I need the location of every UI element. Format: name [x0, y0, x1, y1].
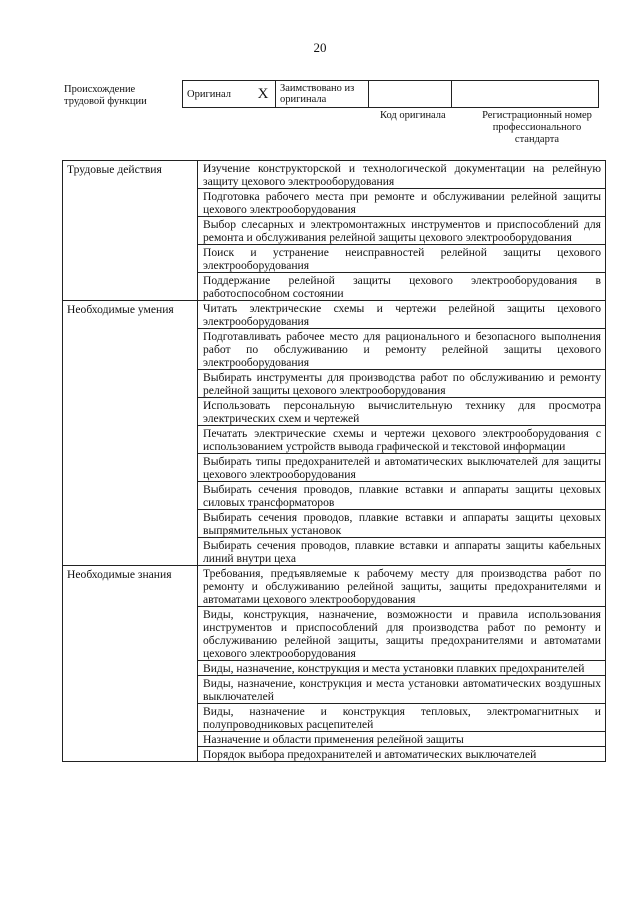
item-cell: Порядок выбора предохранителей и автоматических выключателей: [198, 747, 606, 762]
item-cell: Использовать персональную вычислительную технику для просмотра электрических схем и чертежей: [198, 398, 606, 426]
item-cell: Выбирать сечения проводов, плавкие вставки и аппараты защиты цеховых выпрямительных установок: [198, 510, 606, 538]
registration-number-caption: Регистрационный номер профессионального стандарта: [482, 110, 592, 145]
item-cell: Выбор слесарных и электромонтажных инструментов и приспособлений для ремонта и обслуживания релейной защиты цехового электрооборудования: [198, 217, 606, 245]
item-cell: Выбирать инструменты для производства работ по обслуживанию и ремонту релейной защиты цехового электрооборудования: [198, 370, 606, 398]
table-row: [63, 161, 606, 189]
original-mark: X: [251, 81, 276, 108]
item-cell: Подготавливать рабочее место для рационального и безопасного выполнения работ по обслуживанию и ремонту релейной защиты цехового электрооборудования: [198, 329, 606, 370]
item-cell: Печатать электрические схемы и чертежи цехового электрооборудования с использованием устройств вывода графической и текстовой информации: [198, 426, 606, 454]
item-cell: Подготовка рабочего места при ремонте и обслуживании релейной защиты цехового электрооборудования: [198, 189, 606, 217]
original-label: Оригинал: [183, 81, 252, 108]
category-cell: Необходимые знания: [63, 566, 198, 762]
item-cell: Виды, назначение и конструкция тепловых, электромагнитных и полупроводниковых расцепителей: [198, 704, 606, 732]
category-cell: Трудовые действия: [63, 161, 198, 301]
item-cell: Виды, назначение, конструкция и места установки плавких предохранителей: [198, 661, 606, 676]
labor-function-table: [62, 160, 606, 762]
item-cell: Выбирать типы предохранителей и автоматических выключателей для защиты цехового электрооборудования: [198, 454, 606, 482]
item-cell: Виды, назначение, конструкция и места установки автоматических воздушных выключателей: [198, 676, 606, 704]
table-row: [63, 301, 606, 329]
item-cell: Выбирать сечения проводов, плавкие вставки и аппараты защиты кабельных линий внутри цеха: [198, 538, 606, 566]
item-cell: Выбирать сечения проводов, плавкие вставки и аппараты защиты цеховых силовых трансформаторов: [198, 482, 606, 510]
item-cell: Поддержание релейной защиты цехового электрооборудования в работоспособном состоянии: [198, 273, 606, 301]
page-number: 20: [313, 40, 327, 55]
item-cell: Требования, предъявляемые к рабочему месту для производства работ по ремонту и обслуживанию релейной защиты, защиты предохранителями и автоматами цехового электрооборудования: [198, 566, 606, 607]
item-cell: Изучение конструкторской и технологической документации на релейную защиту цехового электрооборудования: [198, 161, 606, 189]
registration-number-cell: [452, 81, 599, 108]
item-cell: Назначение и области применения релейной защиты: [198, 732, 606, 747]
original-code-cell: [369, 81, 452, 108]
origin-label: Происхождение трудовой функции: [64, 84, 147, 107]
category-cell: Необходимые умения: [63, 301, 198, 566]
origin-table: [182, 80, 599, 108]
item-cell: Читать электрические схемы и чертежи релейной защиты цехового электрооборудования: [198, 301, 606, 329]
table-row: [63, 566, 606, 607]
original-code-caption: Код оригинала: [380, 110, 446, 121]
borrowed-label: Заимствовано из оригинала: [276, 81, 369, 108]
item-cell: Виды, конструкция, назначение, возможности и правила использования инструментов и приспособлений для производства работ по ремонту и обслуживанию релейной защиты, защиты предохранителями и автоматами цехового электрооборудования: [198, 607, 606, 661]
item-cell: Поиск и устранение неисправностей релейной защиты цехового электрооборудования: [198, 245, 606, 273]
